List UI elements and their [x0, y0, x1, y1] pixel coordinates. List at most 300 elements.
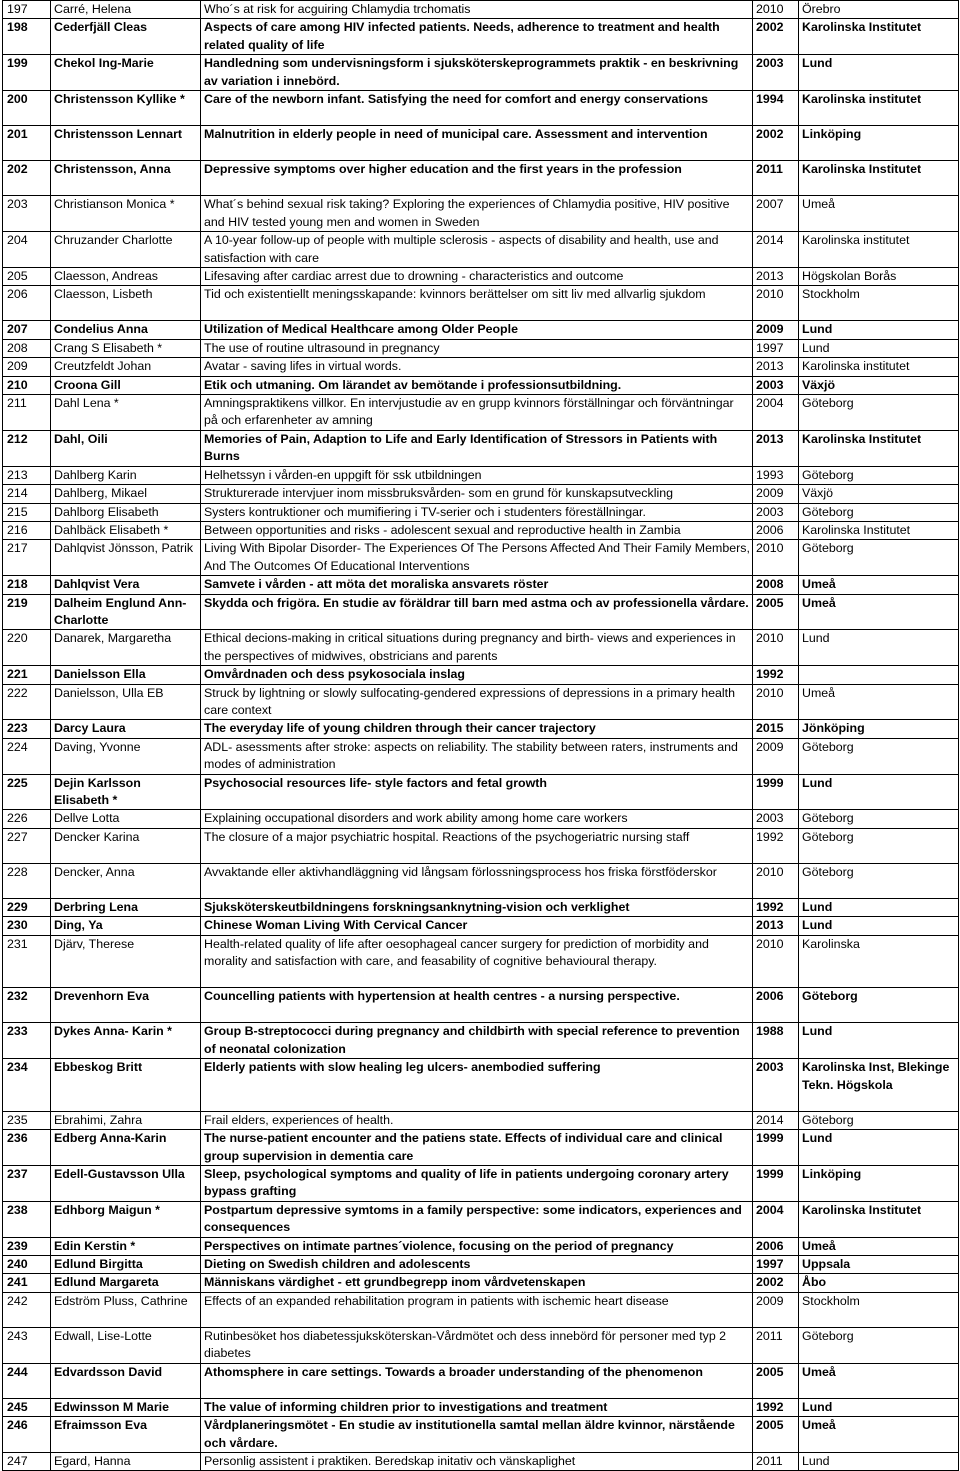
thesis-title: The value of informing children prior to investigations and treatment [201, 1398, 753, 1416]
author-name: Edström Pluss, Cathrine [51, 1292, 201, 1327]
year: 2010 [753, 684, 799, 720]
university: Linköping [799, 126, 959, 161]
year: 2004 [753, 1201, 799, 1237]
year: 2003 [753, 503, 799, 521]
author-name: Edlund Margareta [51, 1274, 201, 1292]
year: 2003 [753, 376, 799, 394]
university: Göteborg [799, 466, 959, 484]
thesis-title: Care of the newborn infant. Satisfying the need for comfort and energy conservations [201, 91, 753, 126]
thesis-title: Avvaktande eller aktivhandläggning vid långsam förlossningsprocess hos friska förstföderskor [201, 863, 753, 898]
thesis-title: Who´s at risk for acguiring Chlamydia trchomatis [201, 1, 753, 19]
university: Umeå [799, 594, 959, 630]
author-name: Danarek, Margaretha [51, 630, 201, 666]
author-name: Crang S Elisabeth * [51, 339, 201, 357]
row-number: 235 [3, 1111, 51, 1129]
year: 2007 [753, 196, 799, 232]
year: 2011 [753, 1327, 799, 1363]
table-body [3, 1, 959, 1471]
table-row [3, 485, 959, 503]
table-row [3, 720, 959, 738]
table-row [3, 1255, 959, 1273]
thesis-title: Människans värdighet - ett grundbegrepp inom vårdvetenskapen [201, 1274, 753, 1292]
university: Göteborg [799, 828, 959, 863]
university: Göteborg [799, 810, 959, 828]
university: Lund [799, 1398, 959, 1416]
university: Örebro [799, 1, 959, 19]
year: 1999 [753, 774, 799, 810]
thesis-title: Rutinbesöket hos diabetessjuksköterskan-Vårdmötet och dess innebörd för personer med typ 2 diabetes [201, 1327, 753, 1363]
university: Karolinska institutet [799, 232, 959, 268]
row-number: 202 [3, 161, 51, 196]
table-row [3, 1274, 959, 1292]
row-number: 227 [3, 828, 51, 863]
thesis-title: The nurse-patient encounter and the patiens state. Effects of individual care and clinical group supervision in dementia care [201, 1130, 753, 1166]
row-number: 234 [3, 1059, 51, 1112]
row-number: 236 [3, 1130, 51, 1166]
thesis-title: Personlig assistent i praktiken. Beredskap initativ och vänskaplighet [201, 1453, 753, 1471]
author-name: Djärv, Therese [51, 935, 201, 988]
row-number: 224 [3, 738, 51, 774]
university: Jönköping [799, 720, 959, 738]
row-number: 237 [3, 1165, 51, 1201]
row-number: 241 [3, 1274, 51, 1292]
table-row [3, 810, 959, 828]
table-row [3, 1292, 959, 1327]
thesis-title: Memories of Pain, Adaption to Life and Early Identification of Stressors in Patients with Burns [201, 430, 753, 466]
year: 2010 [753, 863, 799, 898]
year: 2005 [753, 1417, 799, 1453]
university: Karolinska Institutet [799, 430, 959, 466]
row-number: 201 [3, 126, 51, 161]
row-number: 225 [3, 774, 51, 810]
year: 2006 [753, 988, 799, 1023]
year: 2011 [753, 1453, 799, 1471]
author-name: Dahlqvist Jönsson, Patrik [51, 540, 201, 576]
row-number: 216 [3, 521, 51, 539]
table-row [3, 126, 959, 161]
thesis-title: Postpartum depressive symtoms in a family perspective: some indicators, experiences and consequences [201, 1201, 753, 1237]
thesis-title: Frail elders, experiences of health. [201, 1111, 753, 1129]
table-row [3, 863, 959, 898]
row-number: 208 [3, 339, 51, 357]
author-name: Dykes Anna- Karin * [51, 1023, 201, 1059]
thesis-title: A 10-year follow-up of people with multiple sclerosis - aspects of disability and health, use and satisfaction with care [201, 232, 753, 268]
year: 2013 [753, 358, 799, 376]
table-row [3, 935, 959, 988]
table-row [3, 196, 959, 232]
row-number: 200 [3, 91, 51, 126]
author-name: Dahlborg Elisabeth [51, 503, 201, 521]
row-number: 199 [3, 55, 51, 91]
table-row [3, 286, 959, 321]
author-name: Darcy Laura [51, 720, 201, 738]
year: 1994 [753, 91, 799, 126]
row-number: 247 [3, 1453, 51, 1471]
thesis-title: Utilization of Medical Healthcare among Older People [201, 321, 753, 339]
year: 2013 [753, 267, 799, 285]
thesis-title: Vårdplaneringsmötet - En studie av institutionella samtal mellan äldre kvinnor, närstående och vårdare. [201, 1417, 753, 1453]
university: Göteborg [799, 1111, 959, 1129]
year: 1999 [753, 1165, 799, 1201]
author-name: Chruzander Charlotte [51, 232, 201, 268]
row-number: 204 [3, 232, 51, 268]
author-name: Christianson Monica * [51, 196, 201, 232]
table-row [3, 1363, 959, 1398]
table-row [3, 161, 959, 196]
table-row [3, 917, 959, 935]
author-name: Dahlbäck Elisabeth * [51, 521, 201, 539]
year: 2006 [753, 521, 799, 539]
row-number: 217 [3, 540, 51, 576]
year: 2004 [753, 395, 799, 431]
author-name: Creutzfeldt Johan [51, 358, 201, 376]
thesis-title: Between opportunities and risks - adolescent sexual and reproductive health in Zambia [201, 521, 753, 539]
table-row [3, 55, 959, 91]
university: Högskolan Borås [799, 267, 959, 285]
year: 2013 [753, 430, 799, 466]
table-row [3, 1023, 959, 1059]
thesis-title: Malnutrition in elderly people in need of municipal care. Assessment and intervention [201, 126, 753, 161]
thesis-title: Elderly patients with slow healing leg ulcers- anembodied suffering [201, 1059, 753, 1112]
university: Lund [799, 774, 959, 810]
university: Lund [799, 899, 959, 917]
table-row [3, 19, 959, 55]
row-number: 206 [3, 286, 51, 321]
university: Stockholm [799, 286, 959, 321]
table-row [3, 466, 959, 484]
university: Umeå [799, 684, 959, 720]
table-row [3, 1130, 959, 1166]
thesis-title: The use of routine ultrasound in pregnancy [201, 339, 753, 357]
year: 2002 [753, 19, 799, 55]
author-name: Danielsson Ella [51, 666, 201, 684]
author-name: Dalheim Englund Ann-Charlotte [51, 594, 201, 630]
author-name: Ebbeskog Britt [51, 1059, 201, 1112]
thesis-title: Perspectives on intimate partnes´violence, focusing on the period of pregnancy [201, 1237, 753, 1255]
year: 2015 [753, 720, 799, 738]
thesis-title: Explaining occupational disorders and work ability among home care workers [201, 810, 753, 828]
author-name: Ebrahimi, Zahra [51, 1111, 201, 1129]
author-name: Dahlberg, Mikael [51, 485, 201, 503]
thesis-title: Effects of an expanded rehabilitation program in patients with ischemic heart disease [201, 1292, 753, 1327]
row-number: 215 [3, 503, 51, 521]
author-name: Chekol Ing-Marie [51, 55, 201, 91]
table-row [3, 594, 959, 630]
thesis-title: ADL- asessments after stroke: aspects on reliability. The stability between raters, instruments and modes of administration [201, 738, 753, 774]
university: Åbo [799, 1274, 959, 1292]
university: Karolinska Institutet [799, 161, 959, 196]
thesis-title: Skydda och frigöra. En studie av föräldrar till barn med astma och av professionella vårdare. [201, 594, 753, 630]
table-row [3, 1165, 959, 1201]
year: 1997 [753, 339, 799, 357]
thesis-title: Psychosocial resources life- style factors and fetal growth [201, 774, 753, 810]
table-row [3, 358, 959, 376]
thesis-title: What´s behind sexual risk taking? Exploring the experiences of Chlamydia positive, HIV positive and HIV tested young men and women in Sweden [201, 196, 753, 232]
year: 2013 [753, 917, 799, 935]
table-row [3, 430, 959, 466]
university: Umeå [799, 576, 959, 594]
university: Karolinska [799, 935, 959, 988]
thesis-title: Lifesaving after cardiac arrest due to drowning - characteristics and outcome [201, 267, 753, 285]
table-row [3, 540, 959, 576]
table-row [3, 899, 959, 917]
university: Lund [799, 55, 959, 91]
table-row [3, 774, 959, 810]
table-row [3, 232, 959, 268]
row-number: 203 [3, 196, 51, 232]
year: 1992 [753, 899, 799, 917]
author-name: Dahl Lena * [51, 395, 201, 431]
author-name: Dejin Karlsson Elisabeth * [51, 774, 201, 810]
table-row [3, 521, 959, 539]
row-number: 232 [3, 988, 51, 1023]
thesis-title: Struck by lightning or slowly sulfocating-gendered expressions of depressions in a primary health care context [201, 684, 753, 720]
author-name: Christensson, Anna [51, 161, 201, 196]
year: 2003 [753, 1059, 799, 1112]
table-row [3, 666, 959, 684]
thesis-title: The everyday life of young children through their cancer trajectory [201, 720, 753, 738]
thesis-title: Living With Bipolar Disorder- The Experiences Of The Persons Affected And Their Family Members, And The Outcomes Of Educational Interventions [201, 540, 753, 576]
author-name: Edvardsson David [51, 1363, 201, 1398]
university: Lund [799, 1023, 959, 1059]
author-name: Dahlqvist Vera [51, 576, 201, 594]
thesis-title: Handledning som undervisningsform i sjuksköterskeprogrammets praktik - en beskrivning av variation i innebörd. [201, 55, 753, 91]
thesis-title: Sleep, psychological symptoms and quality of life in patients undergoing coronary artery bypass grafting [201, 1165, 753, 1201]
university: Umeå [799, 196, 959, 232]
author-name: Dencker Karina [51, 828, 201, 863]
row-number: 244 [3, 1363, 51, 1398]
author-name: Derbring Lena [51, 899, 201, 917]
row-number: 245 [3, 1398, 51, 1416]
table-row [3, 376, 959, 394]
row-number: 239 [3, 1237, 51, 1255]
table-row [3, 91, 959, 126]
thesis-title: Avatar - saving lifes in virtual words. [201, 358, 753, 376]
year: 2009 [753, 321, 799, 339]
year: 2003 [753, 810, 799, 828]
table-row [3, 395, 959, 431]
table-row [3, 1, 959, 19]
author-name: Efraimsson Eva [51, 1417, 201, 1453]
dissertation-table [2, 0, 959, 1471]
row-number: 214 [3, 485, 51, 503]
year: 2014 [753, 232, 799, 268]
row-number: 226 [3, 810, 51, 828]
table-row [3, 828, 959, 863]
university: Lund [799, 630, 959, 666]
university: Lund [799, 1130, 959, 1166]
year: 1992 [753, 828, 799, 863]
university: Umeå [799, 1417, 959, 1453]
thesis-title: Aspects of care among HIV infected patients. Needs, adherence to treatment and health related quality of life [201, 19, 753, 55]
row-number: 223 [3, 720, 51, 738]
table-row [3, 1453, 959, 1471]
row-number: 198 [3, 19, 51, 55]
university: Göteborg [799, 503, 959, 521]
row-number: 197 [3, 1, 51, 19]
author-name: Dencker, Anna [51, 863, 201, 898]
row-number: 221 [3, 666, 51, 684]
thesis-title: Depressive symptoms over higher education and the first years in the profession [201, 161, 753, 196]
university: Karolinska Institutet [799, 521, 959, 539]
table-row [3, 1201, 959, 1237]
author-name: Carré, Helena [51, 1, 201, 19]
thesis-title: The closure of a major psychiatric hospital. Reactions of the psychogeriatric nursing staff [201, 828, 753, 863]
table-row [3, 576, 959, 594]
university: Lund [799, 1453, 959, 1471]
university: Göteborg [799, 988, 959, 1023]
thesis-title: Health-related quality of life after oesophageal cancer surgery for prediction of morbidity and morality and satisfaction with care, and feasability of cognitive behavioural therapy. [201, 935, 753, 988]
year: 2006 [753, 1237, 799, 1255]
thesis-title: Amningspraktikens villkor. En intervjustudie av en grupp kvinnors förställningar och förväntningar på och erfarenheter av amning [201, 395, 753, 431]
university: Lund [799, 917, 959, 935]
thesis-title: Group B-streptococci during pregnancy and childbirth with special reference to prevention of neonatal colonization [201, 1023, 753, 1059]
year: 2009 [753, 485, 799, 503]
table-row [3, 321, 959, 339]
author-name: Dahlberg Karin [51, 466, 201, 484]
author-name: Cederfjäll Cleas [51, 19, 201, 55]
university: Umeå [799, 1363, 959, 1398]
university: Lund [799, 321, 959, 339]
table-row [3, 630, 959, 666]
author-name: Dellve Lotta [51, 810, 201, 828]
thesis-title: Omvårdnaden och dess psykosociala inslag [201, 666, 753, 684]
author-name: Edhborg Maigun * [51, 1201, 201, 1237]
year: 2002 [753, 1274, 799, 1292]
thesis-title: Athomsphere in care settings. Towards a broader understanding of the phenomenon [201, 1363, 753, 1398]
university: Göteborg [799, 863, 959, 898]
table-row [3, 684, 959, 720]
author-name: Christensson Lennart [51, 126, 201, 161]
row-number: 210 [3, 376, 51, 394]
university: Uppsala [799, 1255, 959, 1273]
thesis-title: Strukturerade intervjuer inom missbruksvården- som en grund för kunskapsutveckling [201, 485, 753, 503]
author-name: Edlund Birgitta [51, 1255, 201, 1273]
row-number: 207 [3, 321, 51, 339]
thesis-title: Etik och utmaning. Om lärandet av bemötande i professionsutbildning. [201, 376, 753, 394]
university: Karolinska Inst, Blekinge Tekn. Högskola [799, 1059, 959, 1112]
table-row [3, 1237, 959, 1255]
year: 2003 [753, 55, 799, 91]
row-number: 238 [3, 1201, 51, 1237]
row-number: 231 [3, 935, 51, 988]
year: 2009 [753, 1292, 799, 1327]
year: 2010 [753, 540, 799, 576]
author-name: Edell-Gustavsson Ulla [51, 1165, 201, 1201]
university: Lund [799, 339, 959, 357]
author-name: Edberg Anna-Karin [51, 1130, 201, 1166]
table-row [3, 339, 959, 357]
year: 2010 [753, 1, 799, 19]
university: Karolinska institutet [799, 91, 959, 126]
row-number: 205 [3, 267, 51, 285]
author-name: Croona Gill [51, 376, 201, 394]
table-row [3, 1059, 959, 1112]
table-row [3, 503, 959, 521]
year: 2008 [753, 576, 799, 594]
author-name: Danielsson, Ulla EB [51, 684, 201, 720]
university: Växjö [799, 376, 959, 394]
university: Växjö [799, 485, 959, 503]
row-number: 246 [3, 1417, 51, 1453]
table-row [3, 1111, 959, 1129]
row-number: 240 [3, 1255, 51, 1273]
year: 1988 [753, 1023, 799, 1059]
thesis-title: Systers kontruktioner och mumifiering i TV-serier och i studenters föreställningar. [201, 503, 753, 521]
university: Göteborg [799, 1327, 959, 1363]
table-row [3, 738, 959, 774]
author-name: Edwall, Lise-Lotte [51, 1327, 201, 1363]
university: Karolinska Institutet [799, 1201, 959, 1237]
university: Göteborg [799, 738, 959, 774]
table-row [3, 988, 959, 1023]
university: Göteborg [799, 540, 959, 576]
university: Göteborg [799, 395, 959, 431]
author-name: Christensson Kyllike * [51, 91, 201, 126]
thesis-title: Dieting on Swedish children and adolescents [201, 1255, 753, 1273]
row-number: 218 [3, 576, 51, 594]
row-number: 243 [3, 1327, 51, 1363]
row-number: 228 [3, 863, 51, 898]
row-number: 229 [3, 899, 51, 917]
author-name: Egard, Hanna [51, 1453, 201, 1471]
year: 2005 [753, 1363, 799, 1398]
row-number: 220 [3, 630, 51, 666]
year: 2011 [753, 161, 799, 196]
year: 1999 [753, 1130, 799, 1166]
university: Karolinska Institutet [799, 19, 959, 55]
year: 1992 [753, 666, 799, 684]
year: 2014 [753, 1111, 799, 1129]
table-row [3, 1327, 959, 1363]
row-number: 209 [3, 358, 51, 376]
row-number: 212 [3, 430, 51, 466]
thesis-title: Tid och existentiellt meningsskapande: kvinnors berättelser om sitt liv med allvarlig sjukdom [201, 286, 753, 321]
author-name: Daving, Yvonne [51, 738, 201, 774]
author-name: Condelius Anna [51, 321, 201, 339]
thesis-title: Sjuksköterskeutbildningens forskningsanknytning-vision och verklighet [201, 899, 753, 917]
year: 2005 [753, 594, 799, 630]
row-number: 211 [3, 395, 51, 431]
university: Karolinska institutet [799, 358, 959, 376]
year: 1993 [753, 466, 799, 484]
row-number: 213 [3, 466, 51, 484]
year: 2010 [753, 630, 799, 666]
row-number: 233 [3, 1023, 51, 1059]
author-name: Edin Kerstin * [51, 1237, 201, 1255]
row-number: 222 [3, 684, 51, 720]
thesis-title: Councelling patients with hypertension at health centres - a nursing perspective. [201, 988, 753, 1023]
year: 2010 [753, 935, 799, 988]
author-name: Drevenhorn Eva [51, 988, 201, 1023]
university [799, 666, 959, 684]
university: Umeå [799, 1237, 959, 1255]
author-name: Claesson, Andreas [51, 267, 201, 285]
university: Linköping [799, 1165, 959, 1201]
author-name: Edwinsson M Marie [51, 1398, 201, 1416]
row-number: 230 [3, 917, 51, 935]
year: 2002 [753, 126, 799, 161]
thesis-title: Ethical decions-making in critical situations during pregnancy and birth- views and experiences in the perspectives of midwives, obstricians and parents [201, 630, 753, 666]
author-name: Ding, Ya [51, 917, 201, 935]
row-number: 219 [3, 594, 51, 630]
author-name: Dahl, Oili [51, 430, 201, 466]
table-row [3, 1398, 959, 1416]
author-name: Claesson, Lisbeth [51, 286, 201, 321]
year: 2010 [753, 286, 799, 321]
table-row [3, 267, 959, 285]
year: 1992 [753, 1398, 799, 1416]
